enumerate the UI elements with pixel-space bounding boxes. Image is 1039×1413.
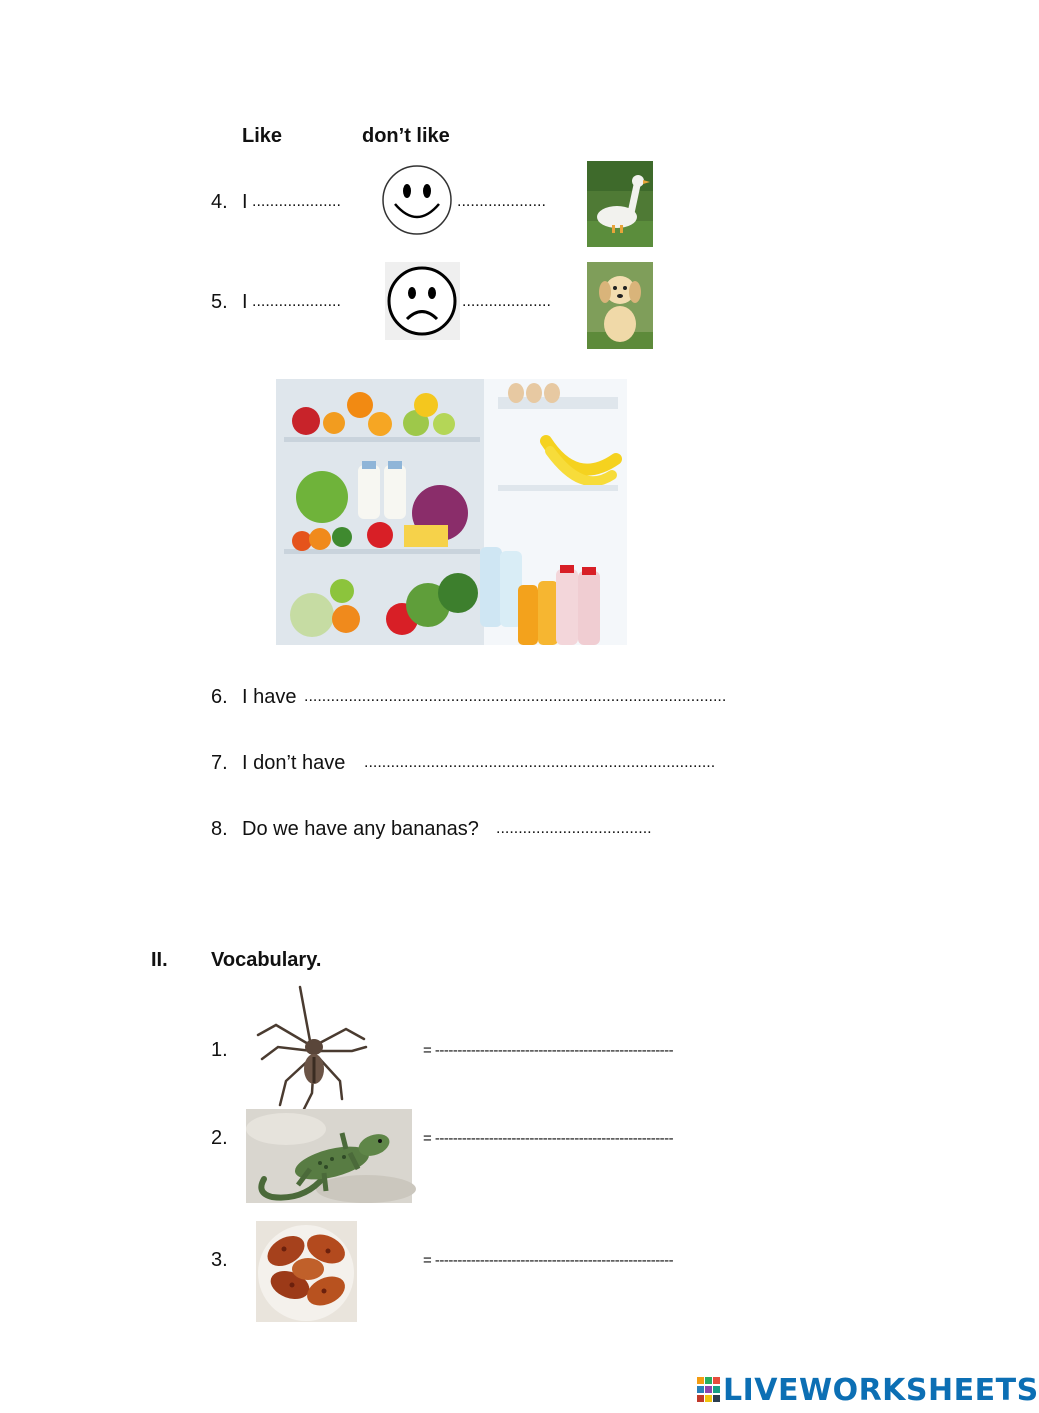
question-6-blank[interactable]: ............................................................................................... (304, 688, 727, 705)
question-6-number: 6. (211, 686, 228, 708)
like-header: Like (242, 125, 283, 147)
smiley-sad-icon (385, 262, 460, 340)
question-8-text: Do we have any bananas? (242, 818, 479, 840)
dont-like-header: don’t like (362, 125, 450, 147)
spider-photo (256, 985, 370, 1109)
question-8-number: 8. (211, 818, 228, 840)
section-roman-numeral: II. (151, 949, 168, 971)
question-7-number: 7. (211, 752, 228, 774)
vocab-1-answer[interactable]: = ----------------------------------------------------- (423, 1042, 674, 1059)
item-4-subject: I (242, 191, 248, 213)
question-7-text: I don’t have (242, 752, 346, 774)
puppy-photo (587, 262, 653, 349)
question-7-blank[interactable]: ............................................................................... (364, 754, 716, 771)
item-4-blank-2[interactable]: .................... (457, 193, 546, 210)
lizard-photo (246, 1109, 412, 1203)
question-6-text: I have (242, 686, 297, 708)
vocab-1-number: 1. (211, 1039, 228, 1061)
item-4-number: 4. (211, 191, 228, 213)
liveworksheets-logo-icon (697, 1377, 721, 1403)
item-5-number: 5. (211, 291, 228, 313)
liveworksheets-logo-text: LIVEWORKSHEETS (723, 1373, 1039, 1408)
duck-photo (587, 161, 653, 247)
vocab-2-answer[interactable]: = ----------------------------------------------------- (423, 1130, 674, 1147)
item-4-blank-1[interactable]: .................... (252, 193, 341, 210)
smiley-happy-icon (381, 164, 453, 236)
vocab-3-answer[interactable]: = ----------------------------------------------------- (423, 1252, 674, 1269)
item-5-subject: I (242, 291, 248, 313)
item-5-blank-2[interactable]: .................... (462, 293, 551, 310)
vocab-3-number: 3. (211, 1249, 228, 1271)
fridge-photo (276, 379, 627, 645)
chicken-legs-photo (256, 1221, 357, 1322)
section-title: Vocabulary. (211, 949, 322, 971)
question-8-blank[interactable]: ................................... (496, 820, 652, 837)
vocab-2-number: 2. (211, 1127, 228, 1149)
item-5-blank-1[interactable]: .................... (252, 293, 341, 310)
